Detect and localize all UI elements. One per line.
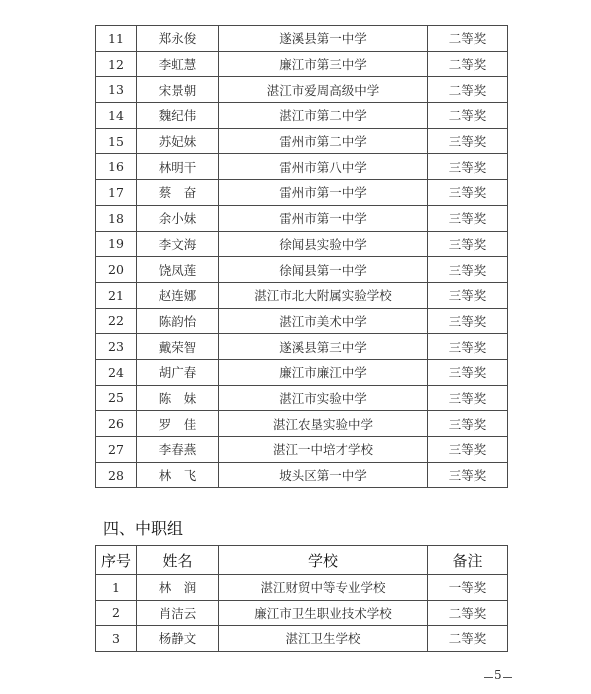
- cell-name: 苏妃妹: [137, 128, 219, 154]
- cell-award: 三等奖: [428, 385, 508, 411]
- cell-school: 廉江市廉江中学: [219, 359, 428, 385]
- cell-award: 三等奖: [428, 411, 508, 437]
- cell-name: 魏纪伟: [137, 103, 219, 129]
- cell-name: 李虹慧: [137, 51, 219, 77]
- table-row: [96, 51, 508, 77]
- cell-name: 杨静文: [137, 626, 219, 652]
- table-row: [96, 359, 508, 385]
- cell-school: 湛江市实验中学: [219, 385, 428, 411]
- cell-school: 湛江市北大附属实验学校: [219, 282, 428, 308]
- cell-name: 罗 佳: [137, 411, 219, 437]
- cell-serial-number: 23: [96, 334, 137, 360]
- cell-award: 三等奖: [428, 308, 508, 334]
- table-row: [96, 626, 508, 652]
- cell-award: 三等奖: [428, 462, 508, 488]
- section-title: 四、中职组: [103, 519, 184, 538]
- header-school: 学校: [219, 546, 428, 575]
- cell-school: 廉江市卫生职业技术学校: [219, 600, 428, 626]
- cell-school: 雷州市第八中学: [219, 154, 428, 180]
- cell-award: 二等奖: [428, 600, 508, 626]
- table-row: [96, 180, 508, 206]
- cell-school: 徐闻县第一中学: [219, 257, 428, 283]
- table-row: [96, 128, 508, 154]
- cell-serial-number: 16: [96, 154, 137, 180]
- table-row: [96, 437, 508, 463]
- cell-award: 三等奖: [428, 437, 508, 463]
- cell-serial-number: 22: [96, 308, 137, 334]
- cell-award: 三等奖: [428, 282, 508, 308]
- cell-school: 雷州市第一中学: [219, 205, 428, 231]
- cell-name: 林 润: [137, 575, 219, 601]
- cell-school: 湛江市第二中学: [219, 103, 428, 129]
- table-row: [96, 77, 508, 103]
- table-row: [96, 600, 508, 626]
- cell-serial-number: 15: [96, 128, 137, 154]
- cell-serial-number: 13: [96, 77, 137, 103]
- cell-name: 林 飞: [137, 462, 219, 488]
- cell-serial-number: 24: [96, 359, 137, 385]
- page-number-dash-left: [484, 677, 493, 678]
- cell-award: 三等奖: [428, 334, 508, 360]
- cell-school: 湛江一中培才学校: [219, 437, 428, 463]
- vocational-award-table: [95, 545, 508, 652]
- table-row: [96, 282, 508, 308]
- cell-school: 湛江市爱周高级中学: [219, 77, 428, 103]
- table-row: [96, 334, 508, 360]
- award-table-continued: [95, 25, 508, 488]
- cell-school: 湛江卫生学校: [219, 626, 428, 652]
- header-remarks: 备注: [428, 546, 508, 575]
- table-row: [96, 575, 508, 601]
- cell-serial-number: 26: [96, 411, 137, 437]
- cell-award: 二等奖: [428, 26, 508, 52]
- cell-school: 雷州市第二中学: [219, 128, 428, 154]
- cell-serial-number: 28: [96, 462, 137, 488]
- cell-award: 三等奖: [428, 257, 508, 283]
- cell-award: 三等奖: [428, 231, 508, 257]
- cell-serial-number: 20: [96, 257, 137, 283]
- cell-school: 湛江农垦实验中学: [219, 411, 428, 437]
- cell-school: 湛江市美术中学: [219, 308, 428, 334]
- table-row: [96, 205, 508, 231]
- cell-serial-number: 27: [96, 437, 137, 463]
- cell-school: 徐闻县实验中学: [219, 231, 428, 257]
- cell-name: 蔡 奋: [137, 180, 219, 206]
- cell-serial-number: 11: [96, 26, 137, 52]
- cell-serial-number: 21: [96, 282, 137, 308]
- cell-serial-number: 2: [96, 600, 137, 626]
- cell-school: 遂溪县第三中学: [219, 334, 428, 360]
- cell-name: 戴荣智: [137, 334, 219, 360]
- cell-award: 一等奖: [428, 575, 508, 601]
- table-row: [96, 26, 508, 52]
- cell-name: 林明干: [137, 154, 219, 180]
- table-row: [96, 385, 508, 411]
- table-header-row: [96, 546, 508, 575]
- cell-serial-number: 19: [96, 231, 137, 257]
- table-row: [96, 411, 508, 437]
- cell-name: 陈韵怡: [137, 308, 219, 334]
- cell-award: 三等奖: [428, 154, 508, 180]
- cell-name: 陈 妹: [137, 385, 219, 411]
- page-number: 5: [494, 668, 502, 682]
- header-serial-number: 序号: [96, 546, 137, 575]
- cell-school: 廉江市第三中学: [219, 51, 428, 77]
- cell-name: 李春燕: [137, 437, 219, 463]
- cell-school: 坡头区第一中学: [219, 462, 428, 488]
- cell-award: 三等奖: [428, 205, 508, 231]
- table-row: [96, 154, 508, 180]
- cell-school: 雷州市第一中学: [219, 180, 428, 206]
- cell-name: 饶凤莲: [137, 257, 219, 283]
- cell-award: 三等奖: [428, 180, 508, 206]
- cell-award: 二等奖: [428, 103, 508, 129]
- header-name: 姓名: [137, 546, 219, 575]
- cell-award: 三等奖: [428, 359, 508, 385]
- cell-name: 肖洁云: [137, 600, 219, 626]
- cell-school: 湛江财贸中等专业学校: [219, 575, 428, 601]
- table-row: [96, 462, 508, 488]
- cell-serial-number: 17: [96, 180, 137, 206]
- cell-award: 二等奖: [428, 626, 508, 652]
- cell-serial-number: 14: [96, 103, 137, 129]
- cell-serial-number: 12: [96, 51, 137, 77]
- table-row: [96, 308, 508, 334]
- cell-serial-number: 1: [96, 575, 137, 601]
- cell-serial-number: 3: [96, 626, 137, 652]
- cell-serial-number: 25: [96, 385, 137, 411]
- cell-name: 郑永俊: [137, 26, 219, 52]
- cell-award: 二等奖: [428, 51, 508, 77]
- page-number-dash-right: [503, 677, 512, 678]
- cell-name: 余小妹: [137, 205, 219, 231]
- cell-award: 二等奖: [428, 77, 508, 103]
- cell-name: 宋景朝: [137, 77, 219, 103]
- cell-serial-number: 18: [96, 205, 137, 231]
- cell-school: 遂溪县第一中学: [219, 26, 428, 52]
- cell-name: 胡广春: [137, 359, 219, 385]
- table-row: [96, 103, 508, 129]
- cell-name: 李文海: [137, 231, 219, 257]
- cell-name: 赵连娜: [137, 282, 219, 308]
- table-row: [96, 231, 508, 257]
- cell-award: 三等奖: [428, 128, 508, 154]
- table-row: [96, 257, 508, 283]
